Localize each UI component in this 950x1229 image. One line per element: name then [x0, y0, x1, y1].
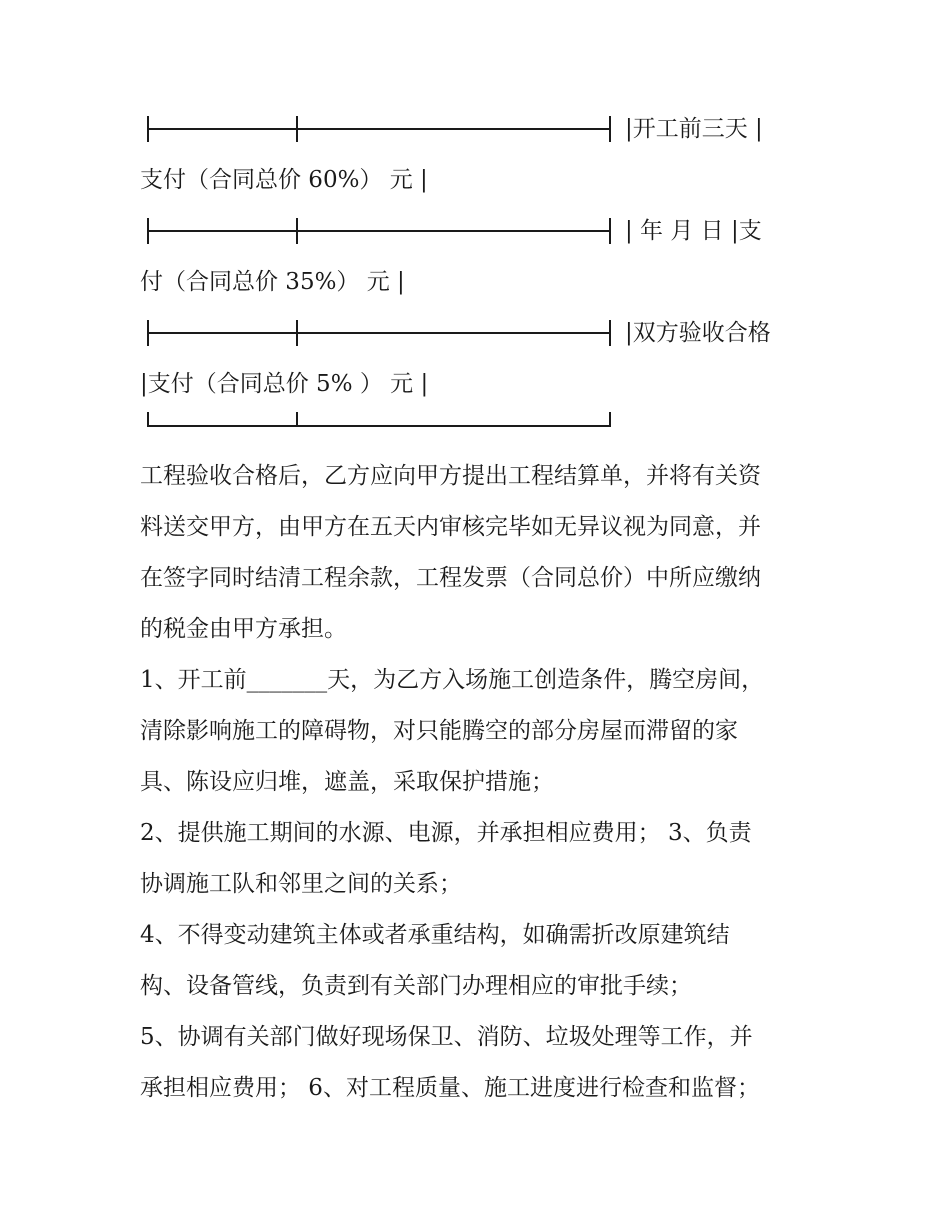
- payment-line-2: 付（合同总价 35%） 元 |: [140, 269, 405, 295]
- table-rule-row3: [147, 318, 617, 348]
- table-cell-date: | 年 月 日 |支: [625, 218, 762, 244]
- table-cell-acceptance: |双方验收合格: [625, 320, 771, 346]
- item5-line-1: 5、协调有关部门做好现场保卫、消防、垃圾处理等工作，并: [140, 1024, 753, 1050]
- item4-line-1: 4、不得变动建筑主体或者承重结构，如确需折改原建筑结: [140, 922, 730, 948]
- settlement-line-1: 工程验收合格后，乙方应向甲方提出工程结算单，并将有关资: [140, 463, 761, 489]
- settlement-line-3: 在签字同时结清工程余款，工程发票（合同总价）中所应缴纳: [140, 565, 761, 591]
- payment-line-3: |支付（合同总价 5% ） 元 |: [140, 371, 429, 397]
- item1-line-1: 1、开工前_______天，为乙方入场施工创造条件，腾空房间，: [140, 667, 765, 693]
- settlement-line-2: 料送交甲方，由甲方在五天内审核完毕如无异议视为同意，并: [140, 514, 761, 540]
- item1-line-2: 清除影响施工的障碍物，对只能腾空的部分房屋而滞留的家: [140, 718, 738, 744]
- table-rule-row1: [147, 114, 617, 144]
- item6-line-2: 承担相应费用； 6、对工程质量、施工进度进行检查和监督；: [140, 1075, 760, 1101]
- item1-line-3: 具、陈设应归堆，遮盖，采取保护措施；: [140, 769, 554, 795]
- table-cell-start-time: |开工前三天 |: [625, 116, 763, 142]
- payment-line-1: 支付（合同总价 60%） 元 |: [140, 167, 428, 193]
- table-rule-row2: [147, 216, 617, 246]
- table-rule-bottom: [147, 408, 617, 438]
- item4-line-2: 构、设备管线，负责到有关部门办理相应的审批手续；: [140, 973, 692, 999]
- item3-line-2: 协调施工队和邻里之间的关系；: [140, 871, 462, 897]
- item2-line-1: 2、提供施工期间的水源、电源，并承担相应费用； 3、负责: [140, 820, 752, 846]
- settlement-line-4: 的税金由甲方承担。: [140, 616, 347, 642]
